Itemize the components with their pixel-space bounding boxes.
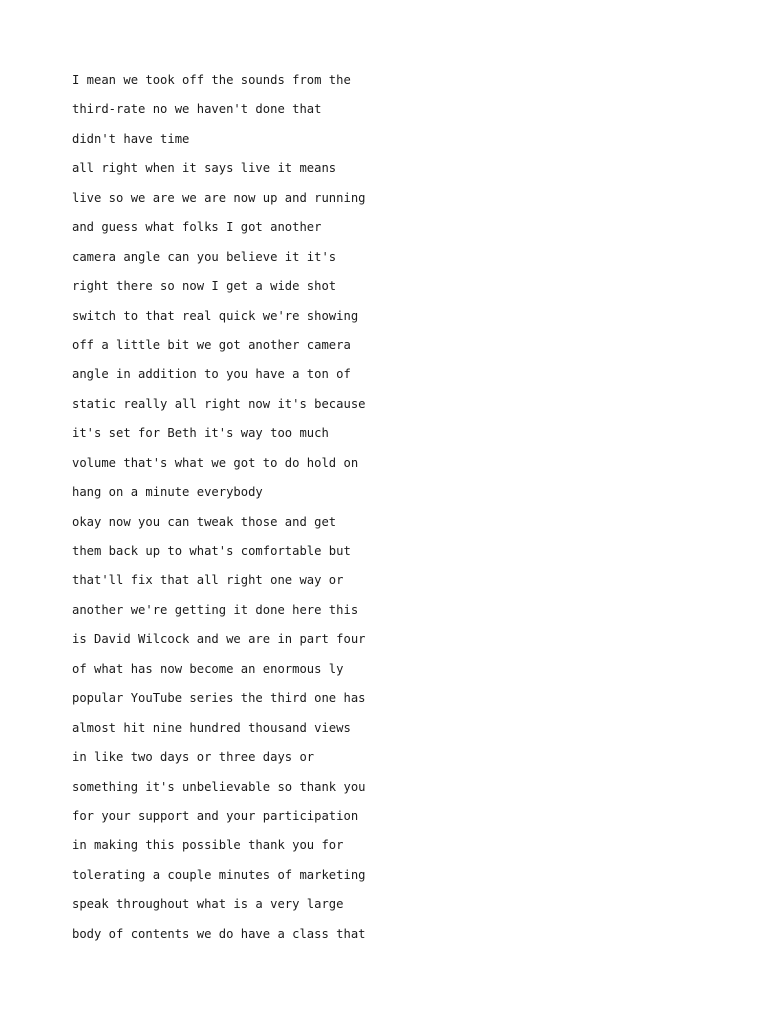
transcript-line: okay now you can tweak those and get [72, 514, 337, 529]
transcript-line: popular YouTube series the third one has [72, 691, 366, 706]
transcript-text [72, 68, 366, 951]
transcript-line: it's set for Beth it's way too much [72, 426, 329, 441]
transcript-line: in making this possible thank you for [72, 838, 344, 853]
transcript-line: something it's unbelievable so thank you [72, 779, 366, 794]
transcript-line: volume that's what we got to do hold on [72, 455, 359, 470]
transcript-line: static really all right now it's because [72, 396, 366, 411]
transcript-line: speak throughout what is a very large [72, 897, 344, 912]
transcript-line: camera angle can you believe it it's [72, 249, 337, 264]
transcript-line: switch to that real quick we're showing [72, 308, 359, 323]
transcript-line: third-rate no we haven't done that [72, 102, 322, 117]
transcript-line: another we're getting it done here this [72, 602, 359, 617]
transcript-line: off a little bit we got another camera [72, 337, 351, 352]
transcript-line: angle in addition to you have a ton of [72, 367, 351, 382]
transcript-line: I mean we took off the sounds from the [72, 73, 351, 87]
transcript-line: didn't have time [72, 131, 190, 146]
transcript-line: almost hit nine hundred thousand views [72, 720, 351, 735]
transcript-line: tolerating a couple minutes of marketing [72, 867, 366, 882]
transcript-line: of what has now become an enormous ly [72, 661, 344, 676]
transcript-line: is David Wilcock and we are in part four [72, 632, 366, 647]
transcript-line: live so we are we are now up and running [72, 190, 366, 205]
transcript-line: and guess what folks I got another [72, 220, 322, 235]
transcript-line: right there so now I get a wide shot [72, 279, 337, 294]
transcript-line: them back up to what's comfortable but [72, 544, 351, 558]
transcript-line: that'll fix that all right one way or [72, 573, 344, 588]
transcript-line: all right when it says live it means [72, 161, 337, 176]
transcript-line: for your support and your participation [72, 808, 359, 823]
transcript-line: in like two days or three days or [72, 750, 315, 765]
transcript-line: hang on a minute everybody [72, 485, 263, 500]
transcript-line: body of contents we do have a class that [72, 926, 366, 941]
